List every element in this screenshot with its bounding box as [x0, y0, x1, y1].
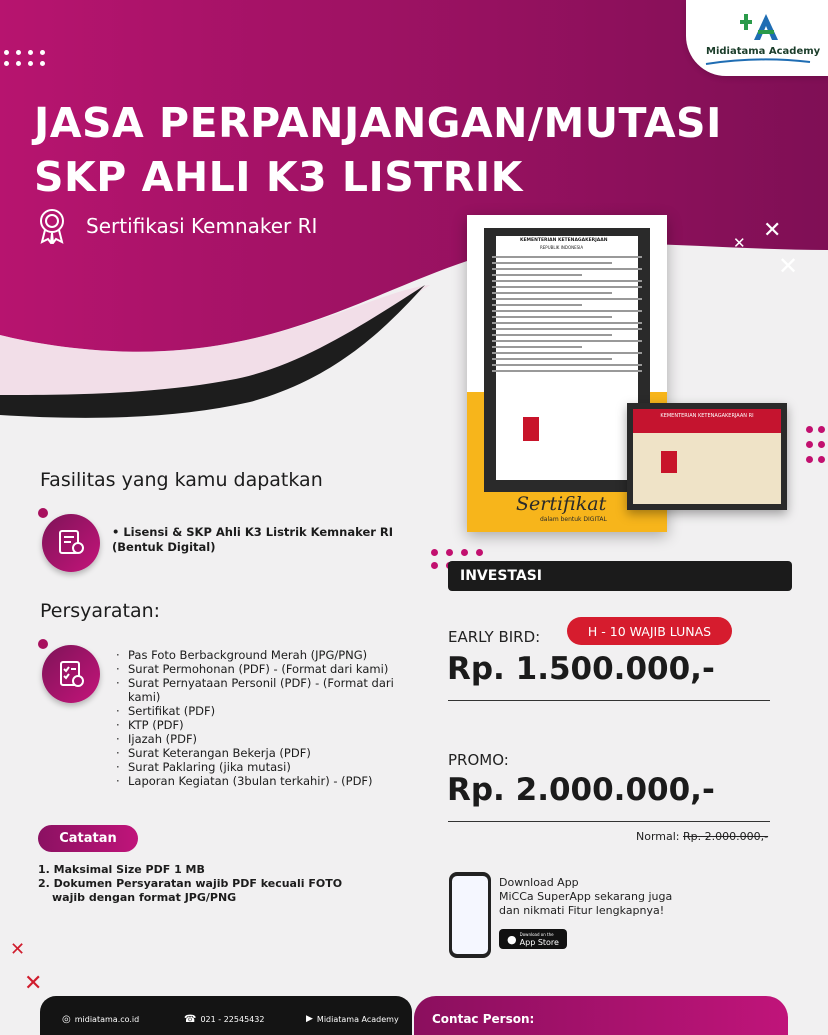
requirements-heading: Persyaratan:: [40, 600, 161, 622]
list-item: · Surat Paklaring (jika mutasi): [112, 760, 412, 774]
logo-icon: [732, 10, 784, 42]
title-line-2: SKP AHLI K3 LISTRIK: [34, 153, 523, 201]
decorative-x-icon: ✕: [778, 252, 799, 280]
contact-person-label: Contac Person:: [432, 1012, 535, 1026]
subtitle: Sertifikasi Kemnaker RI: [86, 214, 318, 238]
deadline-badge: H - 10 WAJIB LUNAS: [567, 617, 732, 645]
note-item: 2. Dokumen Persyaratan wajib PDF kecuali FOTO: [38, 877, 343, 890]
logo-text: Midiatama Academy: [706, 46, 821, 57]
title-line-1: JASA PERPANJANGAN/MUTASI: [34, 99, 722, 147]
certificate-script-text: Sertifikat: [516, 493, 607, 515]
list-item: · Surat Permohonan (PDF) - (Format dari kami): [112, 662, 412, 676]
list-item: · Laporan Kegiatan (3bulan terkahir) - (PDF): [112, 774, 412, 788]
app-store-big: App Store: [519, 938, 559, 947]
list-item: · Ijazah (PDF): [112, 732, 412, 746]
footer-phone[interactable]: ☎ 021 - 22545432: [184, 1014, 265, 1025]
apple-icon: ●: [507, 932, 517, 946]
checklist-icon: [56, 659, 86, 689]
license-card-title: KEMENTERIAN KETENAGAKERJAAN RI: [633, 409, 781, 433]
certificate-country: REPUBLIK INDONESIA: [540, 245, 584, 250]
app-store-small: Download on the: [519, 932, 554, 937]
certificate-text-lines: [492, 256, 642, 376]
decorative-x-icon: ✕: [733, 234, 746, 252]
notes-pill: Catatan: [38, 825, 138, 852]
phone-icon: ☎: [184, 1014, 197, 1025]
footer-website[interactable]: ◎ midiatama.co.id: [62, 1014, 140, 1025]
app-line-2: MiCCa SuperApp sekarang juga: [499, 890, 673, 903]
facility-item: • Lisensi & SKP Ahli K3 Listrik Kemnaker RI (Bentuk Digital): [112, 525, 394, 554]
checklist-icon-circle: [42, 645, 100, 703]
certificate-digital-caption: dalam bentuk DIGITAL: [540, 516, 607, 523]
decorative-x-icon: ✕: [10, 939, 26, 960]
footer-youtube[interactable]: ▶ Midiatama Academy: [306, 1014, 399, 1024]
investment-heading: INVESTASI: [448, 561, 792, 591]
early-bird-label: EARLY BIRD:: [448, 628, 541, 646]
footer-contact-person: [414, 996, 788, 1035]
divider: [448, 821, 770, 822]
app-line-1: Download App: [499, 876, 579, 889]
normal-label: Normal:: [636, 830, 680, 843]
normal-price-value: Rp. 2.000.000,-: [683, 830, 769, 843]
notes-list: [38, 863, 342, 905]
bullet-dot: [38, 508, 48, 518]
divider: [448, 700, 770, 701]
globe-icon: ◎: [62, 1014, 71, 1025]
app-line-3: dan nikmati Fitur lengkapnya!: [499, 904, 665, 917]
facilities-heading: Fasilitas yang kamu dapatkan: [40, 469, 323, 491]
certificate-photo: [523, 417, 539, 441]
early-bird-price: Rp. 1.500.000,-: [447, 651, 715, 687]
promo-price: Rp. 2.000.000,-: [447, 772, 715, 808]
note-item: wajib dengan format JPG/PNG: [52, 891, 237, 904]
normal-price: [636, 830, 768, 843]
app-download-text: [499, 876, 672, 918]
license-card-photo: [661, 451, 677, 473]
certificate-side-text: MIDIATAMA ACADEMY: [471, 325, 477, 380]
certificate-ministry: KEMENTERIAN KETENAGAKERJAAN: [520, 238, 608, 243]
bullet-dot: [38, 639, 48, 649]
decorative-dots: [4, 50, 45, 66]
list-item: · Surat Keterangan Bekerja (PDF): [112, 746, 412, 760]
document-certificate-icon: [56, 528, 86, 558]
logo-swoosh: [704, 58, 812, 66]
promo-label: PROMO:: [448, 751, 509, 769]
list-item: · KTP (PDF): [112, 718, 412, 732]
award-badge-icon: [38, 208, 66, 244]
requirements-list: [112, 648, 412, 788]
decorative-x-icon: ✕: [763, 218, 782, 243]
decorative-dots-pink: [806, 426, 825, 463]
decorative-x-icon: ✕: [24, 971, 43, 996]
youtube-icon: ▶: [306, 1014, 313, 1024]
phone-mockup: [449, 872, 491, 958]
license-icon-circle: [42, 514, 100, 572]
list-item: · Pas Foto Berbackground Merah (JPG/PNG): [112, 648, 412, 662]
license-card-image: [627, 403, 787, 510]
app-store-button[interactable]: [499, 929, 567, 949]
footer-contact-bar: [40, 996, 412, 1035]
list-item: · Sertifikat (PDF): [112, 704, 412, 718]
page-title: [34, 96, 794, 204]
note-item: 1. Maksimal Size PDF 1 MB: [38, 863, 205, 876]
list-item: · Surat Pernyataan Personil (PDF) - (Format dari kami): [112, 676, 412, 704]
